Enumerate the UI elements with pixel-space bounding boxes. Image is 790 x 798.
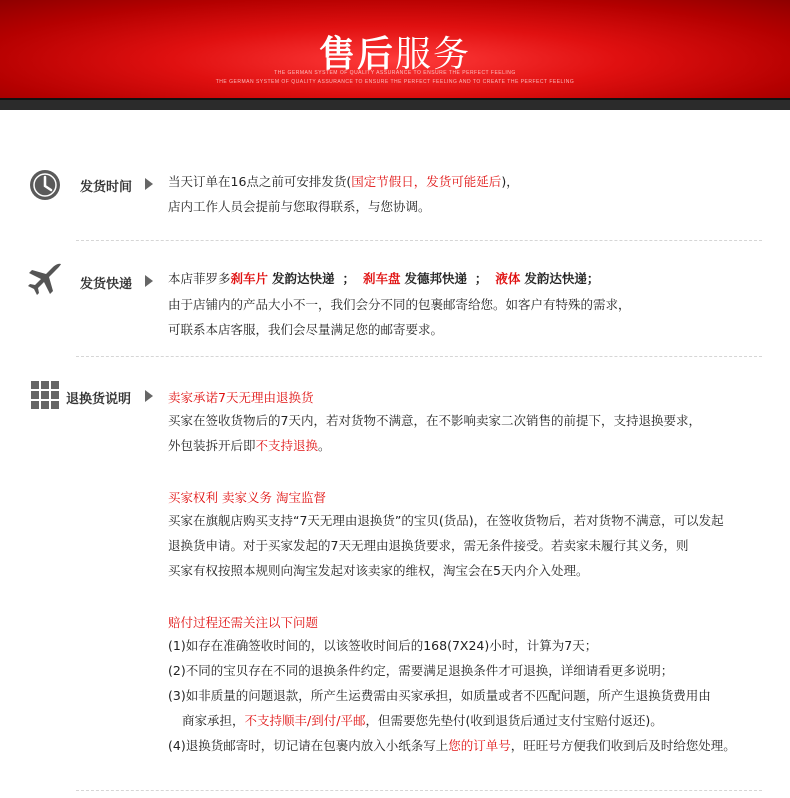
product-fluid: 液体: [495, 271, 521, 286]
returns-p2-line-2: 退换货申请。对于买家发起的7天无理由退换货要求，需无条件接受。若卖家未履行其义务，则: [168, 538, 689, 553]
section-divider: [76, 790, 762, 791]
courier-name: 发韵达快递；: [524, 271, 600, 286]
text-span: ；: [474, 271, 488, 286]
play-arrow-icon: [145, 390, 153, 402]
holiday-notice: 国定节假日，发货可能延后: [351, 174, 502, 189]
returns-p1-line-2: [168, 438, 331, 454]
compensation-heading: 赔付过程还需关注以下问题: [168, 615, 319, 630]
courier-line-1: [168, 271, 599, 287]
text-span: ，但需要您先垫付(收到退货后通过支付宝赔付返还)。: [365, 713, 663, 728]
text-span: 外包装拆开后即: [168, 438, 256, 453]
shipping-time-line-2: 店内工作人员会提前与您取得联系，与您协调。: [168, 199, 431, 214]
order-number-notice: 您的订单号: [448, 738, 511, 753]
section-divider: [76, 240, 762, 241]
title-bold: 售后: [318, 34, 395, 75]
shipping-courier-label: 发货快递: [80, 277, 133, 292]
title-light: 服务: [395, 34, 472, 75]
question-3-line-1: (3)如非质量的问题退款，所产生运费需由买家承担，如质量或者不匹配问题，所产生退换货费用由: [168, 688, 711, 703]
product-brake-discs: 刹车盘: [362, 271, 401, 286]
grid-icon: [31, 381, 59, 409]
returns-p2-line-1: 买家在旗舰店购买支持“7天无理由退换货”的宝贝(货品)，在签收货物后，若对货物不满意，可以发起: [168, 513, 724, 528]
banner-tagline-1: THE GERMAN SYSTEM OF QUALITY ASSURANCE TO ENSURE THE PERFECT FEELING: [274, 70, 516, 76]
question-4: [168, 738, 736, 754]
no-return-notice: 不支持退换: [255, 438, 319, 453]
returns-heading: 卖家承诺7天无理由退换货: [168, 390, 314, 405]
rights-heading: 买家权利 卖家义务 淘宝监督: [168, 490, 326, 505]
unsupported-shipping-notice: 不支持顺丰/到付/平邮: [244, 713, 366, 728]
airplane-icon: [26, 262, 64, 296]
returns-p1-line-1: 买家在签收货物后的7天内，若对货物不满意，在不影响卖家二次销售的前提下，支持退换要求，: [168, 413, 701, 428]
play-arrow-icon: [145, 178, 153, 190]
shipping-time-line-1: [168, 174, 519, 190]
question-1: (1)如存在准确签收时间的，以该签收时间后的168(7X24)小时，计算为7天；: [168, 638, 598, 653]
banner-tagline-2: THE GERMAN SYSTEM OF QUALITY ASSURANCE TO ENSURE THE PERFECT FEELING AND TO CREATE THE PERFECT FEELING: [215, 79, 575, 85]
courier-line-2: 由于店铺内的产品大小不一，我们会分不同的包裹邮寄给您。如客户有特殊的需求，: [168, 297, 631, 312]
text-span: 本店菲罗多: [168, 271, 231, 286]
clock-icon: [28, 168, 62, 202]
text-span: ；: [342, 271, 355, 286]
courier-name: 发德邦快递: [404, 271, 467, 286]
returns-label: 退换货说明: [66, 392, 132, 407]
text-span: 商家承担，: [182, 713, 245, 728]
banner-bottom-strip: [0, 100, 790, 110]
returns-p2-line-3: 买家有权按照本规则向淘宝发起对该卖家的维权，淘宝会在5天内介入处理。: [168, 563, 589, 578]
product-brake-pads: 刹车片: [230, 271, 269, 286]
question-2: (2)不同的宝贝存在不同的退换条件约定，需要满足退换条件才可退换，详细请看更多说明；: [168, 663, 674, 678]
text-span: 。: [318, 438, 331, 453]
text-span: 当天订单在16点之前可安排发货(: [168, 174, 352, 189]
play-arrow-icon: [145, 275, 153, 287]
courier-name: 发韵达快递: [272, 271, 335, 286]
text-span: )，: [501, 174, 519, 189]
text-span: ，旺旺号方便我们收到后及时给您处理。: [510, 738, 736, 753]
text-span: (4)退换货邮寄时，切记请在包裹内放入小纸条写上: [168, 738, 449, 753]
courier-line-3: 可联系本店客服，我们会尽量满足您的邮寄要求。: [168, 322, 444, 337]
section-divider: [76, 356, 762, 357]
question-3-line-2: [182, 713, 663, 729]
shipping-time-label: 发货时间: [80, 180, 133, 195]
